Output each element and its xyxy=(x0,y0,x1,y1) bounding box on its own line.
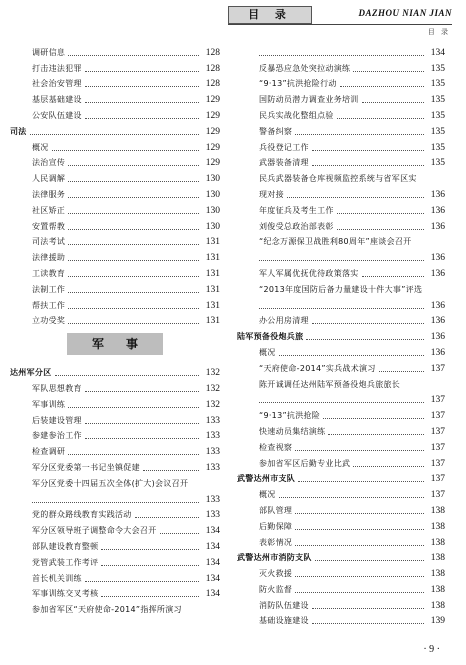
dot-leader xyxy=(323,418,424,419)
toc-entry-title: 现对接 xyxy=(259,189,284,199)
toc-page-number: 135 xyxy=(430,110,445,121)
toc-entry[interactable] xyxy=(237,137,445,153)
toc-entry-title: 安置帮教 xyxy=(32,221,66,231)
dot-leader xyxy=(312,165,424,166)
toc-entry-title: 党管武装工作考评 xyxy=(32,557,99,567)
toc-entry-title: 刘俊受总政治部表彰 xyxy=(259,221,334,231)
toc-entry-title: 快速动员集结演练 xyxy=(259,426,326,436)
toc-page-number: 137 xyxy=(430,458,445,469)
toc-entry-title: 党的群众路线教育实践活动 xyxy=(32,510,132,520)
toc-page-number: 135 xyxy=(430,95,445,106)
dot-leader xyxy=(135,517,199,518)
toc-entry-title: 武警达州市消防支队 xyxy=(237,553,312,563)
toc-page-number: 130 xyxy=(205,221,220,232)
toc-page-number: 136 xyxy=(430,268,445,279)
toc-entry-title: 法制工作 xyxy=(32,284,66,294)
toc-entry-title: 警备纠察 xyxy=(259,126,293,136)
dot-leader xyxy=(101,549,199,550)
toc-entry[interactable] xyxy=(237,121,445,137)
toc-entry-title: 概况 xyxy=(32,142,49,152)
dot-leader xyxy=(32,502,199,503)
toc-entry[interactable] xyxy=(10,232,220,248)
toc-page-number: 138 xyxy=(430,600,445,611)
toc-entry-title: 工读教育 xyxy=(32,268,66,278)
toc-entry-title: “9·13”抗洪抢险 xyxy=(259,411,321,421)
toc-entry[interactable] xyxy=(10,42,220,58)
toc-entry-title: 陆军预备役炮兵旅 xyxy=(237,332,304,342)
toc-entry-title: 法治宣传 xyxy=(32,158,66,168)
toc-entry-title: 部队建设教育整顿 xyxy=(32,541,99,551)
toc-entry-title: 反暴恐应急处突拉动演练 xyxy=(259,63,351,73)
toc-page-number: 137 xyxy=(430,395,445,406)
dot-leader xyxy=(101,565,199,566)
toc-entry[interactable] xyxy=(10,311,220,327)
toc-entry-title: 灭火救援 xyxy=(259,569,293,579)
page-number: · 9 · xyxy=(423,644,440,655)
toc-page-number: 131 xyxy=(205,300,220,311)
toc-entry-title: 军分区党委十四届五次全体(扩大)会议召开 xyxy=(32,478,189,488)
toc-entry[interactable] xyxy=(10,426,220,442)
toc-page-number: 137 xyxy=(430,411,445,422)
dot-leader xyxy=(68,308,199,309)
dot-leader xyxy=(312,623,424,624)
toc-entry-title: 军人军属优抚优待政策落实 xyxy=(259,268,359,278)
toc-entry[interactable] xyxy=(237,500,445,516)
dot-leader xyxy=(312,323,424,324)
toc-entry[interactable] xyxy=(237,374,445,390)
toc-page-number: 137 xyxy=(430,426,445,437)
toc-entry[interactable] xyxy=(10,520,220,536)
toc-page-number: 135 xyxy=(430,142,445,153)
toc-page-number: 134 xyxy=(205,573,220,584)
toc-entry[interactable] xyxy=(237,311,445,327)
toc-page-number: 131 xyxy=(205,268,220,279)
toc-page-number: 128 xyxy=(205,47,220,58)
toc-entry[interactable] xyxy=(10,295,220,311)
toc-entry-title: 法律服务 xyxy=(32,189,66,199)
dot-leader xyxy=(85,118,199,119)
toc-entry-title: 武警达州市支队 xyxy=(237,474,296,484)
toc-entry[interactable] xyxy=(237,247,445,263)
toc-entry[interactable] xyxy=(237,595,445,611)
toc-entry-title: 国防动员潜力调查业务培训 xyxy=(259,95,359,105)
toc-entry[interactable] xyxy=(10,263,220,279)
toc-page-number: 130 xyxy=(205,205,220,216)
toc-page-number: 134 xyxy=(430,47,445,58)
dot-leader xyxy=(85,86,199,87)
toc-entry-title: 参加省军区后勤专业比武 xyxy=(259,458,351,468)
toc-entry-title: 军事训练交叉考核 xyxy=(32,589,99,599)
toc-entry[interactable] xyxy=(10,394,220,410)
dot-leader xyxy=(279,497,424,498)
toc-entry[interactable] xyxy=(237,405,445,421)
toc-entry-title: “天府使命-2014”实兵战术演习 xyxy=(259,363,376,373)
toc-entry[interactable] xyxy=(237,516,445,532)
toc-entry[interactable] xyxy=(237,74,445,90)
toc-page-number: 135 xyxy=(430,79,445,90)
toc-page-number: 133 xyxy=(205,415,220,426)
toc-entry[interactable] xyxy=(10,489,220,505)
toc-page-number: 137 xyxy=(430,490,445,501)
toc-entry-title: 人民调解 xyxy=(32,174,66,184)
dot-leader xyxy=(295,450,424,451)
toc-entry-title: 参建参治工作 xyxy=(32,431,82,441)
toc-entry-title: 防火监督 xyxy=(259,584,293,594)
toc-entry[interactable] xyxy=(237,532,445,548)
toc-entry[interactable] xyxy=(237,611,445,627)
toc-entry[interactable] xyxy=(237,390,445,406)
toc-entry-title: 司法考试 xyxy=(32,237,66,247)
toc-page-number: 132 xyxy=(205,383,220,394)
toc-entry-title: 消防队伍建设 xyxy=(259,600,309,610)
dot-leader xyxy=(68,407,199,408)
toc-entry-title: 后勤保障 xyxy=(259,521,293,531)
dot-leader xyxy=(68,181,199,182)
toc-entry[interactable] xyxy=(237,232,445,248)
toc-entry-title: “2013年度国防后备力量建设十件大事”评选 xyxy=(259,284,423,294)
toc-page-number: 133 xyxy=(205,431,220,442)
toc-entry[interactable] xyxy=(237,295,445,311)
toc-page-number: 128 xyxy=(205,79,220,90)
toc-entry-title: “9·13”抗洪抢险行动 xyxy=(259,79,337,89)
dot-leader xyxy=(85,391,199,392)
toc-entry-title: 军分区党委第一书记坐镇促建 xyxy=(32,462,140,472)
toc-page-number: 136 xyxy=(430,221,445,232)
toc-entry[interactable] xyxy=(10,552,220,568)
toc-entry-title: 民兵武器装备仓库视频监控系统与省军区实 xyxy=(259,174,417,184)
toc-entry[interactable] xyxy=(10,58,220,74)
toc-page-number: 136 xyxy=(430,300,445,311)
toc-entry-title: 打击违法犯罪 xyxy=(32,63,82,73)
toc-entry-title: 军事训练 xyxy=(32,399,66,409)
toc-entry-title: 概况 xyxy=(259,490,276,500)
dot-leader xyxy=(68,276,199,277)
toc-heading-entry[interactable] xyxy=(237,548,445,564)
dot-leader xyxy=(295,592,424,593)
toc-page-number: 129 xyxy=(205,126,220,137)
dot-leader xyxy=(259,55,424,56)
dot-leader xyxy=(295,134,424,135)
dot-leader xyxy=(68,229,199,230)
toc-entry[interactable] xyxy=(10,584,220,600)
toc-entry[interactable] xyxy=(10,200,220,216)
toc-entry-title: 公安队伍建设 xyxy=(32,110,82,120)
toc-entry-title: 陈开诚调任达州陆军预备役炮兵旅旅长 xyxy=(259,379,401,389)
dot-leader xyxy=(306,339,424,340)
toc-page-number: 129 xyxy=(205,158,220,169)
toc-page-number: 129 xyxy=(205,110,220,121)
toc-page-number: 136 xyxy=(430,189,445,200)
toc-left-before-section xyxy=(10,42,220,326)
toc-entry-title: 社会治安管理 xyxy=(32,79,82,89)
toc-entry-title: 部队管理 xyxy=(259,505,293,515)
toc-page-number: 131 xyxy=(205,316,220,327)
dot-leader xyxy=(68,213,199,214)
toc-page-number: 138 xyxy=(430,553,445,564)
toc-page-number: 136 xyxy=(430,316,445,327)
toc-entry-title: 调研信息 xyxy=(32,47,66,57)
dot-leader xyxy=(85,438,199,439)
toc-page-number: 131 xyxy=(205,237,220,248)
toc-entry[interactable] xyxy=(237,437,445,453)
dot-leader xyxy=(295,513,424,514)
dot-leader xyxy=(68,292,199,293)
toc-entry-title: 司法 xyxy=(10,126,27,136)
toc-entry-title: 兵役登记工作 xyxy=(259,142,309,152)
dot-leader xyxy=(259,260,424,261)
dot-leader xyxy=(312,150,424,151)
toc-entry[interactable] xyxy=(10,216,220,232)
toc-entry[interactable] xyxy=(237,453,445,469)
toc-entry[interactable] xyxy=(10,441,220,457)
toc-entry[interactable] xyxy=(10,568,220,584)
toc-page-number: 135 xyxy=(430,158,445,169)
toc-entry[interactable] xyxy=(10,184,220,200)
toc-entry[interactable] xyxy=(10,137,220,153)
dot-leader xyxy=(279,355,424,356)
toc-entry[interactable] xyxy=(237,263,445,279)
toc-right-list xyxy=(237,42,445,626)
running-header xyxy=(228,6,452,25)
toc-entry-title: 基层基础建设 xyxy=(32,95,82,105)
toc-page-number: 129 xyxy=(205,95,220,106)
dot-leader xyxy=(315,560,424,561)
dot-leader xyxy=(68,165,199,166)
toc-page-number: 132 xyxy=(205,399,220,410)
toc-entry-title: 立功受奖 xyxy=(32,316,66,326)
dot-leader xyxy=(101,596,199,597)
dot-leader xyxy=(259,308,424,309)
toc-page-number: 135 xyxy=(430,126,445,137)
dot-leader xyxy=(353,466,424,467)
toc-entry[interactable] xyxy=(237,153,445,169)
header-title: 目 录 xyxy=(228,6,312,24)
toc-entry-title: 军分区领导班子调整命令大会召开 xyxy=(32,526,157,536)
toc-entry-title: 基础设施建设 xyxy=(259,616,309,626)
dot-leader xyxy=(353,71,424,72)
toc-entry-title: 办公用房清理 xyxy=(259,316,309,326)
toc-entry-title: 社区矫正 xyxy=(32,205,66,215)
dot-leader xyxy=(68,260,199,261)
toc-entry-title: 参加省军区“天府使命-2014”指挥所演习 xyxy=(32,605,182,615)
toc-right-column xyxy=(237,42,445,626)
toc-page-number: 133 xyxy=(205,462,220,473)
toc-page-number: 136 xyxy=(430,205,445,216)
toc-entry[interactable] xyxy=(237,89,445,105)
toc-entry[interactable] xyxy=(237,58,445,74)
toc-entry[interactable] xyxy=(10,410,220,426)
dot-leader xyxy=(68,323,199,324)
dot-leader xyxy=(143,470,199,471)
toc-entry-title: 后装建设管理 xyxy=(32,415,82,425)
toc-page-number: 134 xyxy=(205,557,220,568)
page-label: 目 录 xyxy=(427,28,450,36)
toc-entry[interactable] xyxy=(10,279,220,295)
toc-page-number: 136 xyxy=(430,347,445,358)
toc-entry[interactable] xyxy=(10,505,220,521)
toc-entry-title: 年度征兵及考生工作 xyxy=(259,205,334,215)
toc-page-number: 138 xyxy=(430,537,445,548)
toc-entry-title: 表彰情况 xyxy=(259,537,293,547)
toc-page-number: 136 xyxy=(430,253,445,264)
toc-entry-title: 武器装备清理 xyxy=(259,158,309,168)
header-pinyin: DAZHOU NIAN JIAN xyxy=(358,8,452,18)
toc-entry-title: 帮扶工作 xyxy=(32,300,66,310)
toc-entry[interactable] xyxy=(10,536,220,552)
toc-heading-entry[interactable] xyxy=(237,326,445,342)
dot-leader xyxy=(68,55,199,56)
toc-page-number: 133 xyxy=(205,494,220,505)
toc-entry[interactable] xyxy=(237,168,445,184)
dot-leader xyxy=(312,608,424,609)
toc-page-number: 137 xyxy=(430,474,445,485)
toc-entry-title: 首长机关训练 xyxy=(32,573,82,583)
dot-leader xyxy=(362,276,424,277)
toc-heading-entry[interactable] xyxy=(237,469,445,485)
toc-page-number: 128 xyxy=(205,63,220,74)
toc-entry-title: 检查视察 xyxy=(259,442,293,452)
dot-leader xyxy=(298,481,424,482)
dot-leader xyxy=(362,102,424,103)
toc-page-number: 138 xyxy=(430,569,445,580)
toc-entry[interactable] xyxy=(237,342,445,358)
dot-leader xyxy=(85,71,199,72)
toc-heading-entry[interactable] xyxy=(10,121,220,137)
toc-entry[interactable] xyxy=(10,378,220,394)
toc-entry[interactable] xyxy=(10,105,220,121)
toc-page-number: 133 xyxy=(205,447,220,458)
toc-entry[interactable] xyxy=(237,105,445,121)
toc-page-number: 130 xyxy=(205,174,220,185)
toc-page-number: 139 xyxy=(430,616,445,627)
toc-entry[interactable] xyxy=(10,247,220,263)
dot-leader xyxy=(340,86,424,87)
toc-page-number: 138 xyxy=(430,521,445,532)
toc-entry-title: “纪念万源保卫战胜利80周年”座谈会召开 xyxy=(259,237,412,247)
section-heading-label: 军事 xyxy=(67,333,163,355)
toc-entry-title: 检查调研 xyxy=(32,447,66,457)
dot-leader xyxy=(379,371,424,372)
dot-leader xyxy=(295,576,424,577)
toc-entry-title: 概况 xyxy=(259,347,276,357)
dot-leader xyxy=(337,229,424,230)
toc-page-number: 134 xyxy=(205,589,220,600)
toc-entry[interactable] xyxy=(10,599,220,615)
toc-page-number: 134 xyxy=(205,541,220,552)
toc-entry[interactable] xyxy=(10,153,220,169)
toc-heading-entry[interactable] xyxy=(10,362,220,378)
toc-page-number: 137 xyxy=(430,363,445,374)
dot-leader xyxy=(295,529,424,530)
toc-entry-title: 法律援助 xyxy=(32,253,66,263)
toc-page-number: 137 xyxy=(430,442,445,453)
dot-leader xyxy=(287,197,424,198)
toc-entry-title: 军队思想教育 xyxy=(32,383,82,393)
toc-entry[interactable] xyxy=(237,216,445,232)
toc-entry[interactable] xyxy=(237,184,445,200)
dot-leader xyxy=(85,102,199,103)
dot-leader xyxy=(337,118,424,119)
toc-entry[interactable] xyxy=(237,579,445,595)
toc-entry[interactable] xyxy=(237,421,445,437)
dot-leader xyxy=(85,423,199,424)
toc-page-number: 134 xyxy=(205,526,220,537)
section-heading-military xyxy=(10,326,220,362)
dot-leader xyxy=(337,213,424,214)
dot-leader xyxy=(68,197,199,198)
toc-left-after-section xyxy=(10,362,220,615)
dot-leader xyxy=(328,434,424,435)
dot-leader xyxy=(68,454,199,455)
toc-entry[interactable] xyxy=(237,563,445,579)
dot-leader xyxy=(30,134,199,135)
toc-page-number: 131 xyxy=(205,284,220,295)
dot-leader xyxy=(55,375,200,376)
toc-entry[interactable] xyxy=(10,473,220,489)
dot-leader xyxy=(295,545,424,546)
toc-entry[interactable] xyxy=(10,457,220,473)
dot-leader xyxy=(259,402,424,403)
toc-entry[interactable] xyxy=(237,279,445,295)
toc-page-number: 131 xyxy=(205,253,220,264)
toc-page-number: 135 xyxy=(430,63,445,74)
toc-entry[interactable] xyxy=(237,358,445,374)
toc-page-number: 132 xyxy=(205,368,220,379)
dot-leader xyxy=(68,244,199,245)
toc-entry[interactable] xyxy=(10,74,220,90)
toc-entry[interactable] xyxy=(237,200,445,216)
toc-entry[interactable] xyxy=(237,484,445,500)
toc-page-number: 129 xyxy=(205,142,220,153)
dot-leader xyxy=(85,581,199,582)
toc-page-number: 138 xyxy=(430,584,445,595)
toc-page-number: 130 xyxy=(205,189,220,200)
toc-page-number: 138 xyxy=(430,505,445,516)
toc-entry-title: 达州军分区 xyxy=(10,368,52,378)
toc-entry[interactable] xyxy=(237,42,445,58)
toc-page-number: 136 xyxy=(430,332,445,343)
toc-page-number: 133 xyxy=(205,510,220,521)
toc-left-column xyxy=(10,42,220,615)
toc-entry-title: 民兵实战化整组点验 xyxy=(259,110,334,120)
dot-leader xyxy=(160,533,200,534)
toc-entry[interactable] xyxy=(10,168,220,184)
toc-entry[interactable] xyxy=(10,89,220,105)
dot-leader xyxy=(52,150,199,151)
